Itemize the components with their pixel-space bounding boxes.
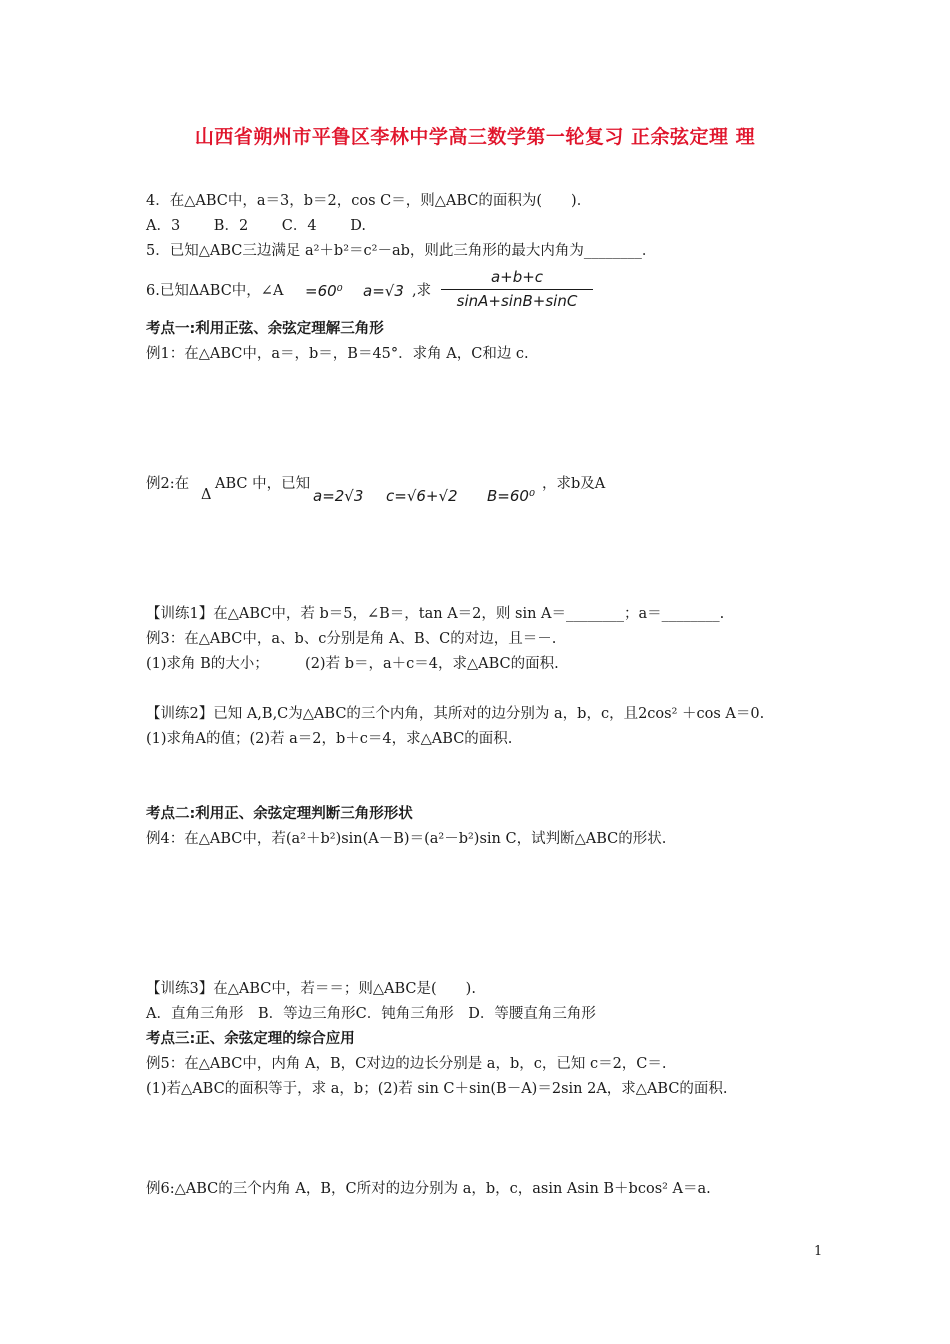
- example-2-math-c: c=√6+√2: [386, 487, 458, 505]
- question-5: 5．已知△ABC三边满足 a²＋b²＝c²－ab，则此三角形的最大内角为________．: [146, 243, 657, 259]
- question-6-suffix: ,求: [412, 283, 432, 299]
- training-3: 【训练3】在△ABC中，若＝＝；则△ABC是( ).: [146, 981, 476, 997]
- training-3-options: A．直角三角形 B．等边三角形C．钝角三角形 D．等腰直角三角形: [146, 1006, 596, 1022]
- example-4: 例4：在△ABC中，若(a²＋b²)sin(A－B)＝(a²－b²)sin C，试判断△ABC的形状.: [146, 831, 667, 847]
- question-4: 4．在△ABC中，a＝3，b＝2，cos C＝，则△ABC的面积为( )．: [146, 193, 592, 209]
- training-1: 【训练1】在△ABC中，若 b＝5，∠B＝，tan A＝2，则 sin A＝________；a＝________.: [146, 606, 725, 622]
- section-heading-1: 考点一:利用正弦、余弦定理解三角形: [146, 321, 384, 337]
- example-5-subquestions: (1)若△ABC的面积等于，求 a，b；(2)若 sin C＋sin(B－A)＝2sin 2A，求△ABC的面积.: [146, 1081, 728, 1097]
- example-1: 例1：在△ABC中，a＝，b＝，B＝45°．求角 A，C和边 c.: [146, 346, 529, 362]
- question-4-options: A．3 B．2 C．4 D.: [146, 218, 366, 234]
- training-2: 【训练2】已知 A,B,C为△ABC的三个内角，其所对的边分别为 a，b，c，且2cos² ＋cos A＝0.: [146, 706, 765, 722]
- section-heading-3: 考点三:正、余弦定理的综合应用: [146, 1031, 355, 1047]
- example-2-math-a: a=2√3: [313, 487, 364, 505]
- fraction-numerator: a+b+c: [490, 268, 544, 286]
- question-6-angle: =60⁰: [305, 282, 343, 300]
- example-5: 例5：在△ABC中，内角 A，B，C对边的边长分别是 a，b，c，已知 c＝2，C＝.: [146, 1056, 667, 1072]
- fraction-denominator: sinA+sinB+sinC: [456, 292, 578, 310]
- example-2-math-b: B=60⁰: [487, 487, 535, 505]
- question-6-prefix: 6.已知ΔABC中，∠A: [146, 283, 284, 299]
- training-2-subquestions: (1)求角A的值；(2)若 a＝2，b＋c＝4，求△ABC的面积.: [146, 731, 513, 747]
- page-number: 1: [814, 1244, 823, 1259]
- question-6-side: a=√3: [363, 282, 404, 300]
- fraction-bar: [441, 289, 593, 290]
- example-3-subquestions: (1)求角 B的大小； (2)若 b＝，a＋c＝4，求△ABC的面积.: [146, 656, 559, 672]
- example-2-prefix: 例2:在: [146, 476, 190, 492]
- example-6: 例6:△ABC的三个内角 A，B，C所对的边分别为 a，b，c，asin Asin B＋bcos² A＝a.: [146, 1181, 711, 1197]
- question-6-fraction: [441, 268, 593, 310]
- section-heading-2: 考点二:利用正、余弦定理判断三角形形状: [146, 806, 413, 822]
- example-2-delta: Δ: [201, 487, 212, 503]
- document-title: 山西省朔州市平鲁区李林中学高三数学第一轮复习 正余弦定理 理: [194, 126, 756, 148]
- example-2-mid: ABC 中，已知: [215, 476, 311, 492]
- example-3: 例3：在△ABC中，a、b、c分别是角 A、B、C的对边，且＝－.: [146, 631, 557, 647]
- example-2-suffix: ，求b及A: [542, 476, 606, 492]
